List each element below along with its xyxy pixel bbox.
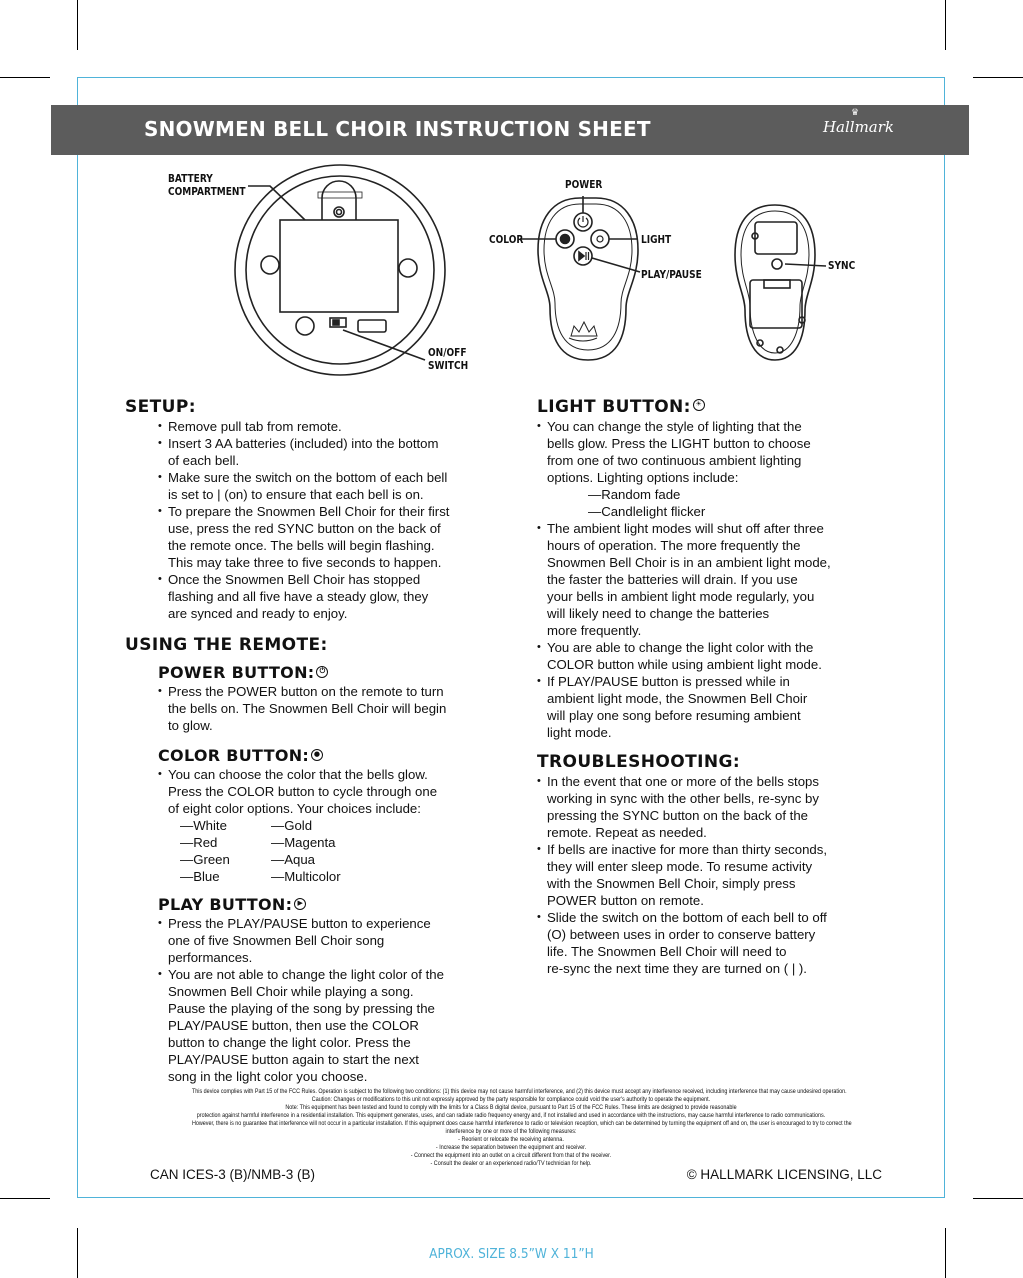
- color-option: — Green: [180, 851, 271, 868]
- page-title: SNOWMEN BELL CHOIR INSTRUCTION SHEET: [144, 117, 651, 141]
- play-pause-label: PLAY/PAUSE: [641, 268, 702, 281]
- list-item: • Slide the switch on the bottom of each bell to off (O) between uses in order to conserve battery life. The Snowmen Bell Choir will need to re-sync the next time they are turned on ( | ).: [537, 909, 882, 977]
- size-note: APROX. SIZE 8.5”W X 11”H: [429, 1246, 594, 1262]
- bell-foot-icon: [399, 259, 417, 277]
- color-options: [158, 817, 505, 885]
- right-column: [537, 396, 882, 977]
- list-item: • Press the POWER button on the remote to turn the bells on. The Snowmen Bell Choir will begin to glow.: [158, 683, 505, 734]
- power-heading-text: POWER BUTTON:: [158, 663, 315, 682]
- light-list: [537, 418, 882, 486]
- list-item: • The ambient light modes will shut off after three hours of operation. The more frequently the Snowmen Bell Choir is in an ambient light mode, the faster the batteries will drain. If you use your bells in ambient light mode regularly, you will likely need to change the batteries more frequently.: [537, 520, 882, 639]
- fcc-line: - Consult the dealer or an experienced radio/TV technician for help.: [430, 1160, 592, 1167]
- color-option: — Multicolor: [271, 868, 391, 885]
- light-heading-text: LIGHT BUTTON:: [537, 397, 691, 417]
- setup-heading: SETUP:: [125, 397, 196, 417]
- fcc-line: interference by one or more of the following measures:: [445, 1128, 577, 1135]
- sync-button-icon: [772, 259, 782, 269]
- lighting-options: [537, 486, 882, 520]
- color-heading-text: COLOR BUTTON:: [158, 746, 310, 765]
- light-label: LIGHT: [641, 233, 672, 246]
- list-item: • If bells are inactive for more than thirty seconds, they will enter sleep mode. To resume activity with the Snowmen Bell Choir, simply press POWER button on remote.: [537, 841, 882, 909]
- lighting-option: — Candlelight flicker: [588, 503, 882, 520]
- color-option: — Gold: [271, 817, 391, 834]
- color-icon: ●: [311, 749, 323, 761]
- battery-compartment-icon: [280, 220, 398, 312]
- play-pause-icon: ▶: [294, 898, 306, 910]
- left-column: [125, 396, 505, 1085]
- fcc-line: - Increase the separation between the equipment and receiver.: [435, 1144, 587, 1151]
- fcc-line: protection against harmful interference in a residential installation. This equipment generates, uses, and can radiate radio frequency energy and, if not installed and used in accordance with the instructions, may cause harmful interference to radio communications.: [196, 1112, 826, 1119]
- crown-icon: [571, 322, 597, 336]
- sync-label: SYNC: [828, 259, 856, 272]
- list-item: • You are not able to change the light color of the Snowmen Bell Choir while playing a song. Pause the playing of the song by pressing the PLAY/PAUSE button, then use the COLOR button to change the light color. Press the PLAY/PAUSE button again to start the next song in the light color you choose.: [158, 966, 505, 1085]
- logo-text: Hallmark: [822, 118, 894, 136]
- fcc-line: - Connect the equipment into an outlet on a circuit different from that of the receiver.: [410, 1152, 612, 1159]
- list-item: • Remove pull tab from remote.: [158, 418, 505, 435]
- copyright: © HALLMARK LICENSING, LLC: [686, 1167, 882, 1182]
- product-diagram: [0, 0, 1023, 390]
- ices-compliance: CAN ICES-3 (B)/NMB-3 (B): [150, 1167, 316, 1182]
- power-section: [158, 662, 505, 734]
- play-list: [158, 915, 505, 1085]
- color-option: — Red: [180, 834, 271, 851]
- bell-foot-icon: [261, 256, 279, 274]
- fcc-line: This device complies with Part 15 of the FCC Rules. Operation is subject to the following two conditions: (1) this device may not cause harmful interference, and (2) this device must accept any interference received, including interference that may cause undesired operation.: [191, 1088, 847, 1095]
- color-heading: [158, 745, 505, 766]
- power-label: POWER: [565, 178, 603, 191]
- setup-list: [158, 418, 505, 622]
- list-item: • If PLAY/PAUSE button is pressed while in ambient light mode, the Snowmen Bell Choir will play one song before resuming ambient light mode.: [537, 673, 882, 741]
- power-heading: [158, 662, 505, 683]
- bell-bottom-outer: [235, 165, 445, 375]
- list-item: • To prepare the Snowmen Bell Choir for their first use, press the red SYNC button on the back of the remote once. The bells will begin flashing. This may take three to five seconds to happen.: [158, 503, 505, 571]
- color-option: — Magenta: [271, 834, 391, 851]
- battery-compartment-label: BATTERY COMPARTMENT: [168, 172, 246, 198]
- bell-bottom-inner: [246, 176, 434, 364]
- power-icon: ⏻: [316, 666, 328, 678]
- crop-mark: [973, 1198, 1023, 1199]
- list-item: • You can change the style of lighting that the bells glow. Press the LIGHT button to choose from one of two continuous ambient lighting options. Lighting options include:: [537, 418, 882, 486]
- bell-foot-icon: [296, 317, 314, 335]
- color-section: [158, 745, 505, 885]
- crop-mark: [0, 1198, 50, 1199]
- list-item: • Make sure the switch on the bottom of each bell is set to | (on) to ensure that each bell is on.: [158, 469, 505, 503]
- color-option: — White: [180, 817, 271, 834]
- troubleshooting-list: [537, 773, 882, 977]
- light-icon: ☀: [693, 399, 705, 411]
- on-off-switch-label: ON/OFF SWITCH: [428, 346, 469, 372]
- light-button-icon: [591, 230, 609, 248]
- play-heading-text: PLAY BUTTON:: [158, 895, 293, 914]
- remote-back-outline: [735, 205, 815, 360]
- fcc-line: However, there is no guarantee that interference will not occur in a particular installation. If this equipment does cause harmful interference to radio or television reception, which can be determined by turning the equipment off and on, the user is encouraged to try to correct the: [191, 1120, 852, 1127]
- list-item: • Press the PLAY/PAUSE button to experience one of five Snowmen Bell Choir song performances.: [158, 915, 505, 966]
- list-item: • Insert 3 AA batteries (included) into the bottom of each bell.: [158, 435, 505, 469]
- power-list: [158, 683, 505, 734]
- lighting-option: — Random fade: [588, 486, 882, 503]
- crown-icon: ♛: [850, 108, 860, 118]
- using-remote-heading: USING THE REMOTE:: [125, 635, 328, 655]
- fcc-line: - Reorient or relocate the receiving antenna.: [458, 1136, 564, 1143]
- list-item: • Once the Snowmen Bell Choir has stopped flashing and all five have a steady glow, they are synced and ready to enjoy.: [158, 571, 505, 622]
- list-item: • In the event that one or more of the bells stops working in sync with the other bells, re-sync by pressing the SYNC button on the back of the remote. Repeat as needed.: [537, 773, 882, 841]
- color-label: COLOR: [489, 233, 524, 246]
- light-list-more: [537, 520, 882, 741]
- fcc-line: Caution: Changes or modifications to this unit not expressly approved by the party responsible for compliance could void the user's authority to operate the equipment.: [311, 1096, 711, 1103]
- fcc-notice: [191, 1088, 852, 1168]
- play-heading: [158, 894, 505, 915]
- light-heading: [537, 396, 882, 418]
- color-list: [158, 766, 505, 817]
- play-section: [158, 894, 505, 1085]
- troubleshooting-heading: TROUBLESHOOTING:: [537, 752, 741, 772]
- list-item: • You are able to change the light color with the COLOR button while using ambient light mode.: [537, 639, 882, 673]
- color-option: — Aqua: [271, 851, 391, 868]
- fcc-line: Note: This equipment has been tested and found to comply with the limits for a Class B digital device, pursuant to Part 15 of the FCC Rules. These limits are designed to provide reasonable: [285, 1104, 737, 1111]
- color-option: — Blue: [180, 868, 271, 885]
- list-item: • You can choose the color that the bells glow. Press the COLOR button to cycle through one of eight color options. Your choices include:: [158, 766, 505, 817]
